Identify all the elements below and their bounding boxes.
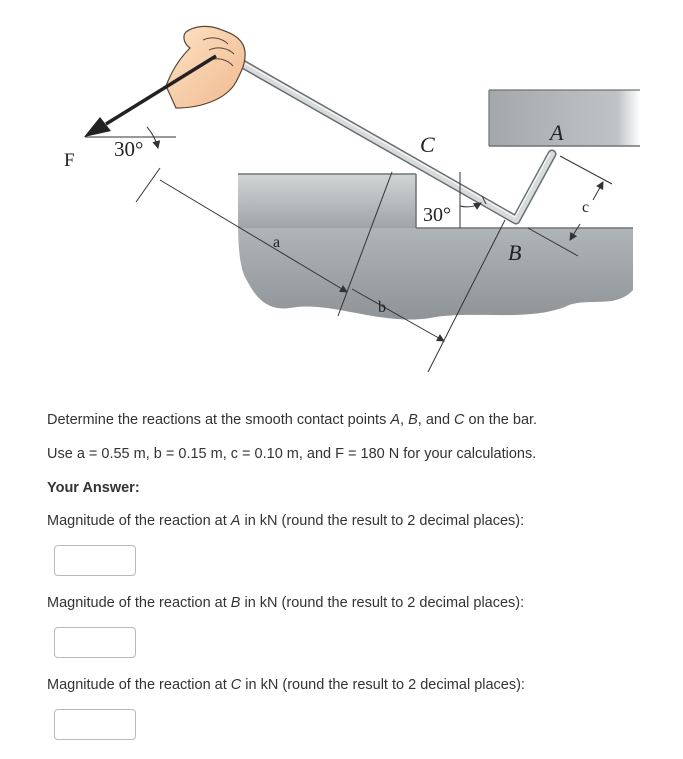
label-point-b: B — [508, 240, 522, 265]
answer-input-reaction-c[interactable] — [54, 709, 136, 740]
prompt-reaction-a: Magnitude of the reaction at A in kN (round the result to 2 decimal places): — [47, 513, 525, 529]
answer-header: Your Answer: — [47, 480, 140, 496]
answer-input-reaction-b[interactable] — [54, 627, 136, 658]
question-text: Determine the reactions at the smooth contact points A, B, and C on the bar. — [47, 412, 538, 428]
label-point-c: C — [420, 132, 435, 157]
label-contact-angle: 30° — [423, 204, 451, 226]
given-values-text: Use a = 0.55 m, b = 0.15 m, c = 0.10 m, and F = 180 N for your calculations. — [47, 446, 537, 462]
label-dim-a: a — [273, 234, 281, 251]
support-block-upper — [489, 90, 640, 146]
hand-illustration — [166, 26, 245, 108]
label-dim-c: c — [582, 199, 590, 216]
answer-input-reaction-a[interactable] — [54, 545, 136, 576]
label-dim-b: b — [378, 299, 386, 316]
label-force: F — [64, 150, 75, 171]
label-force-angle: 30° — [114, 137, 144, 161]
label-point-a: A — [550, 120, 564, 145]
prompt-reaction-c: Magnitude of the reaction at C in kN (round the result to 2 decimal places): — [47, 677, 525, 693]
prompt-reaction-b: Magnitude of the reaction at B in kN (round the result to 2 decimal places): — [47, 595, 525, 611]
support-step-face — [238, 174, 416, 228]
